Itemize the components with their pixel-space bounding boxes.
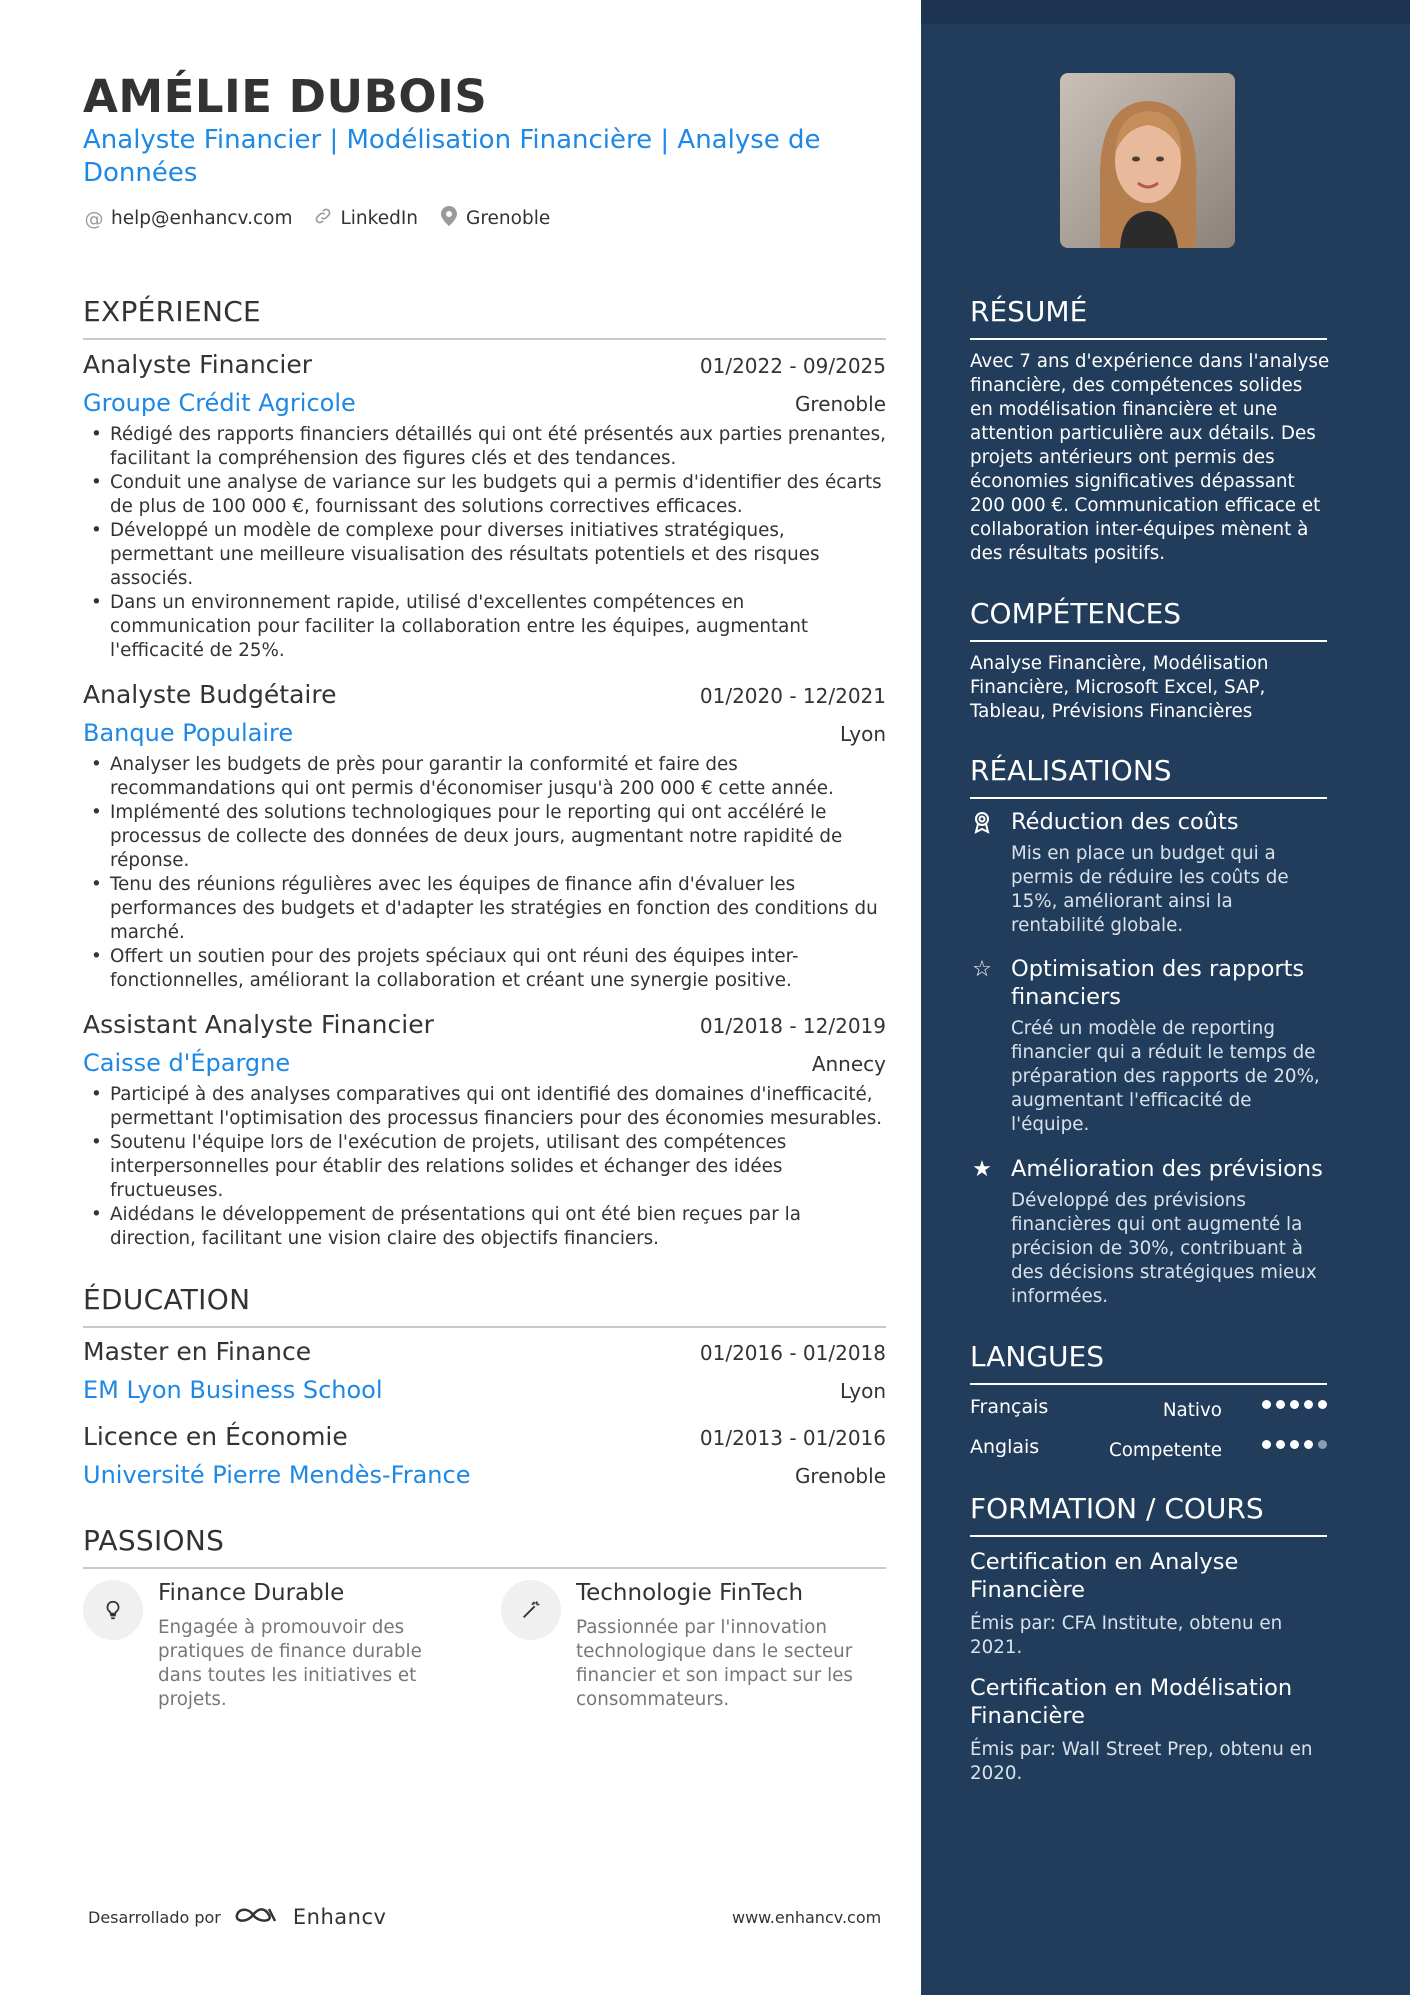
- passion-description: Engagée à promouvoir des pratiques de finance durable dans toutes les initiatives et projets.: [158, 1617, 422, 1710]
- education-entry: [83, 1422, 886, 1489]
- job-company: Groupe Crédit Agricole: [83, 389, 356, 417]
- language-rating: [1262, 1400, 1327, 1409]
- magic-wand-icon: [501, 1580, 561, 1640]
- enhancv-logo-icon: [233, 1903, 281, 1931]
- location-pin-icon: [438, 206, 460, 231]
- star-filled-icon: ★: [972, 1157, 992, 1182]
- rating-dot: [1290, 1440, 1299, 1449]
- skills-section-title: COMPÉTENCES: [970, 597, 1327, 642]
- language-level: Competente: [1108, 1440, 1222, 1461]
- job-bullet: • Conduit une analyse de variance sur les budgets qui a permis d'identifier des écarts de plus de 100 000 €, fournissant des solutions correctives efficaces.: [83, 471, 886, 519]
- contact-linkedin-text: LinkedIn: [340, 208, 419, 229]
- passions-section-title: PASSIONS: [83, 1524, 886, 1569]
- achievement-description: Développé des prévisions financières qui ont augmenté la précision de 30%, contribuant à des décisions stratégiques mieux informées.: [1011, 1190, 1317, 1307]
- job-bullet: • Implémenté des solutions technologiques pour le reporting qui ont accéléré le processus de collecte des données de deux jours, augmentant notre rapidité de réponse.: [83, 801, 886, 873]
- skills-text: Analyse Financière, Modélisation Financière, Microsoft Excel, SAP, Tableau, Prévisions Financières: [970, 653, 1269, 722]
- brand-name: Enhancv: [292, 1905, 387, 1929]
- contact-location: [438, 206, 550, 231]
- profile-photo: [1060, 73, 1235, 248]
- job-location: Annecy: [811, 1052, 886, 1076]
- degree: Licence en Économie: [83, 1422, 348, 1451]
- contact-bar: [83, 206, 550, 231]
- rating-dot: [1276, 1440, 1285, 1449]
- rating-dot: [1276, 1400, 1285, 1409]
- experience-section-title: EXPÉRIENCE: [83, 295, 886, 340]
- job-bullet: • Offert un soutien pour des projets spéciaux qui ont réuni des équipes inter-fonctionnelles, améliorant la collaboration et créant une synergie positive.: [83, 945, 886, 993]
- achievement-item: [970, 808, 1330, 938]
- rating-dot: [1262, 1400, 1271, 1409]
- course-title: Certification en Modélisation Financière: [970, 1675, 1293, 1729]
- job-bullet: • Rédigé des rapports financiers détaillés qui ont été présentés aux parties prenantes, facilitant la compréhension des figures clés et des tendances.: [83, 423, 886, 471]
- job-bullet: • Tenu des réunions régulières avec les équipes de finance afin d'évaluer les performances des budgets et d'adapter les stratégies en fonction des conditions du marché.: [83, 873, 886, 945]
- rating-dot: [1304, 1400, 1313, 1409]
- achievement-item: [970, 1155, 1330, 1309]
- education-dates: 01/2016 - 01/2018: [699, 1341, 886, 1365]
- headline: Analyste Financier | Modélisation Financière | Analyse de Données: [83, 125, 821, 188]
- courses-section-title: FORMATION / COURS: [970, 1492, 1327, 1537]
- school: EM Lyon Business School: [83, 1376, 383, 1404]
- award-ribbon-icon: [970, 810, 994, 840]
- school: Université Pierre Mendès-France: [83, 1461, 471, 1489]
- star-outline-icon: ☆: [972, 957, 992, 982]
- achievement-description: Créé un modèle de reporting financier qui a réduit le temps de préparation des rapports de 20%, augmentant l'efficacité de l'équipe.: [1011, 1018, 1320, 1135]
- language-level: Nativo: [1162, 1400, 1222, 1421]
- rating-dot: [1290, 1400, 1299, 1409]
- job-bullets: [83, 753, 886, 993]
- job-company: Banque Populaire: [83, 719, 294, 747]
- job-bullet: • Soutenu l'équipe lors de l'exécution de projets, utilisant des compétences interpersonnelles pour établir des relations solides et échanger des idées fructueuses.: [83, 1131, 886, 1203]
- course-title: Certification en Analyse Financière: [970, 1549, 1239, 1603]
- candidate-name: AMÉLIE DUBOIS: [83, 70, 488, 123]
- language-name: Anglais: [970, 1436, 1040, 1458]
- achievement-description: Mis en place un budget qui a permis de réduire les coûts de 15%, améliorant ainsi la rentabilité globale.: [1011, 843, 1289, 936]
- achievement-title: Réduction des coûts: [1011, 809, 1239, 835]
- languages-section-title: LANGUES: [970, 1340, 1327, 1385]
- language-name: Français: [970, 1396, 1049, 1418]
- job-bullet: • Développé un modèle de complexe pour diverses initiatives stratégiques, permettant une meilleure visualisation des résultats potentiels et des risques associés.: [83, 519, 886, 591]
- education-location: Grenoble: [794, 1464, 886, 1488]
- job-location: Lyon: [839, 722, 886, 746]
- contact-email[interactable]: [83, 208, 292, 230]
- job-bullet: • Dans un environnement rapide, utilisé d'excellentes compétences en communication pour faciliter la collaboration entre les équipes, augmentant l'efficacité de 25%.: [83, 591, 886, 663]
- contact-location-text: Grenoble: [466, 208, 551, 229]
- job-dates: 01/2020 - 12/2021: [699, 684, 886, 708]
- rating-dot: [1304, 1440, 1313, 1449]
- language-rating: [1262, 1440, 1327, 1449]
- rating-dot: [1262, 1440, 1271, 1449]
- job-dates: 01/2022 - 09/2025: [699, 354, 886, 378]
- job-company: Caisse d'Épargne: [83, 1049, 291, 1077]
- language-row: [970, 1396, 1327, 1426]
- job-entry: [83, 1010, 886, 1251]
- degree: Master en Finance: [83, 1337, 312, 1366]
- job-bullets: [83, 423, 886, 663]
- built-by-label: Desarrollado por: [88, 1907, 221, 1927]
- education-location: Lyon: [839, 1379, 886, 1403]
- job-title: Analyste Budgétaire: [83, 680, 337, 709]
- course-description: Émis par: CFA Institute, obtenu en 2021.: [970, 1613, 1283, 1658]
- job-bullet: • Participé à des analyses comparatives qui ont identifié des domaines d'inefficacité, permettant l'optimisation des processus financiers pour des économies mesurables.: [83, 1083, 886, 1131]
- contact-linkedin[interactable]: [312, 206, 418, 231]
- job-dates: 01/2018 - 12/2019: [699, 1014, 886, 1038]
- summary-text: Avec 7 ans d'expérience dans l'analyse financière, des compétences solides en modélisation financière et une attention particulière aux détails. Des projets antérieurs ont permis des économies significatives dépassant 200 000 €. Communication efficace et collaboration inter-équipes mènent à des résultats positifs.: [970, 351, 1330, 564]
- sidebar-top-band: [921, 0, 1410, 24]
- achievement-item: [970, 955, 1330, 1137]
- footer-branding: [88, 1903, 386, 1931]
- course-description: Émis par: Wall Street Prep, obtenu en 2020.: [970, 1739, 1313, 1784]
- job-entry: [83, 350, 886, 663]
- job-title: Analyste Financier: [83, 350, 313, 379]
- rating-dot: [1318, 1400, 1327, 1409]
- job-bullet: • Aidédans le développement de présentations qui ont été bien reçues par la direction, facilitant une vision claire des objectifs financiers.: [83, 1203, 886, 1251]
- achievements-section-title: RÉALISATIONS: [970, 754, 1327, 799]
- contact-email-text: help@enhancv.com: [111, 208, 293, 229]
- language-row: [970, 1436, 1327, 1466]
- passion-title: Technologie FinTech: [576, 1580, 804, 1606]
- rating-dot: [1318, 1440, 1327, 1449]
- education-entry: [83, 1337, 886, 1404]
- passion-description: Passionnée par l'innovation technologique dans le secteur financier et son impact sur les consommateurs.: [576, 1617, 853, 1710]
- lightbulb-icon: [83, 1580, 143, 1640]
- achievement-title: Amélioration des prévisions: [1011, 1156, 1323, 1182]
- at-icon: @: [84, 207, 104, 230]
- job-bullet: • Analyser les budgets de près pour garantir la conformité et faire des recommandations qui ont permis d'économiser jusqu'à 200 000 € cette année.: [83, 753, 886, 801]
- link-icon: [312, 206, 334, 231]
- education-section-title: ÉDUCATION: [83, 1283, 886, 1328]
- summary-section-title: RÉSUMÉ: [970, 295, 1327, 340]
- job-location: Grenoble: [794, 392, 886, 416]
- job-bullets: [83, 1083, 886, 1251]
- job-title: Assistant Analyste Financier: [83, 1010, 434, 1039]
- education-dates: 01/2013 - 01/2016: [699, 1426, 886, 1450]
- footer-website[interactable]: www.enhancv.com: [732, 1908, 882, 1927]
- passion-title: Finance Durable: [158, 1580, 345, 1606]
- job-entry: [83, 680, 886, 993]
- achievement-title: Optimisation des rapports financiers: [1011, 956, 1305, 1010]
